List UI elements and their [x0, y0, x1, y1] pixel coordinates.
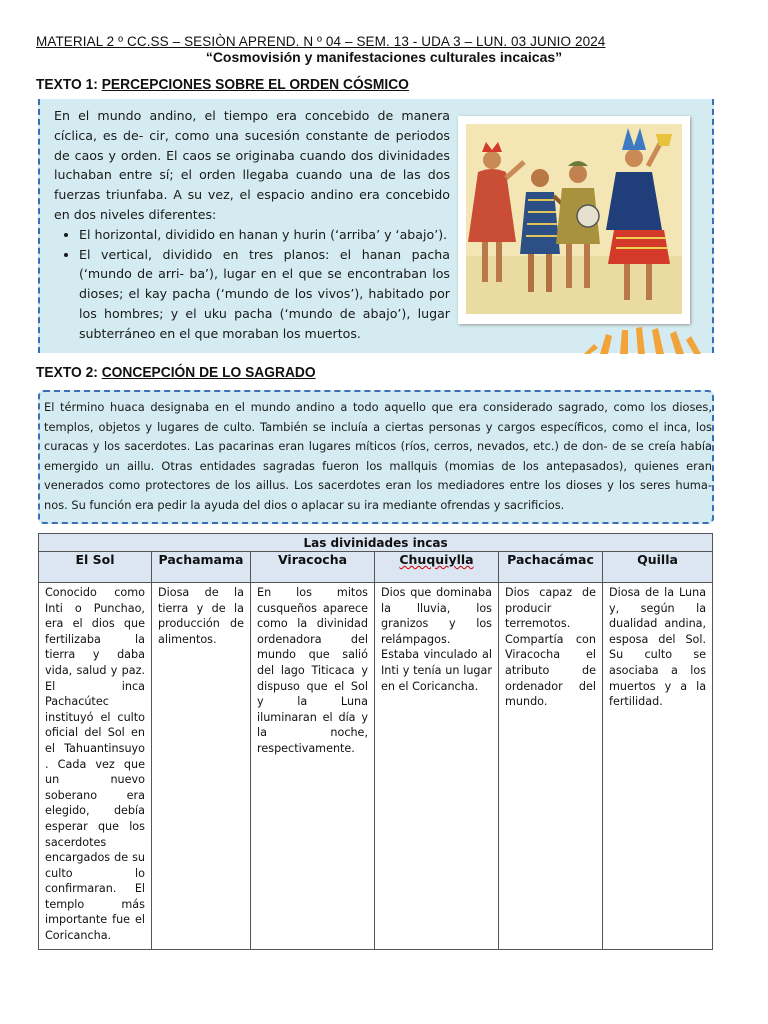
document-header: MATERIAL 2 º CC.SS – SESIÒN APREND. N º 04 – SEM. 13 - UDA 3 – LUN. 03 JUNIO 2024	[36, 34, 606, 49]
document-subtitle: “Cosmovisión y manifestaciones culturales incaicas”	[205, 49, 563, 65]
table-caption: Las divinidades incas	[39, 534, 713, 552]
texto1-bullet-list	[54, 225, 450, 344]
header-viracocha: Viracocha	[251, 552, 375, 583]
texto1-title: PERCEPCIONES SOBRE EL ORDEN CÓSMICO	[101, 76, 409, 93]
texto2-prefix: TEXTO 2:	[36, 364, 102, 381]
header-pachamama: Pachamama	[152, 552, 251, 583]
divinities-table	[38, 533, 713, 950]
inca-figures-illustration	[458, 116, 690, 324]
texto2-paragraph: El término huaca designaba en el mundo andino a todo aquello que era considerado sagrado, como los dioses, templos, objetos y lugares de culto. También se incluía a ciertas personas y cargos específicos, como el inca, los curacas y los sacerdotes. Las pacarinas eran lugares míticos (ríos, cerros, nevados, etc.) de don- de se creía había emergido un aillu. Otras entidades sagradas fueron los mallquis (momias de los antepasados), quienes eran venerados como protectores de los aillus. Los sacerdotes eran los mediadores entre los dioses y los seres huma- nos. Su función era pedir la ayuda del dios o aplacar su ira mediante ofrendas y sacrificios.	[44, 400, 712, 512]
header-chuquiylla: Chuquiylla	[375, 552, 499, 583]
cell-chuquiylla: Dios que dominaba la lluvia, los granizos y los relámpagos. Estaba vinculado al Inti y tenía un lugar en el Coricancha.	[375, 583, 499, 950]
texto2-title: CONCEPCIÓN DE LO SAGRADO	[101, 364, 316, 381]
texto1-paragraph: En el mundo andino, el tiempo era concebido de manera cíclica, es de- cir, como una sucesión constante de periodos de caos y orden. El caos se originaba cuando dos divinidades luchaban entre sí; el orden llegaba cuando una de las dos fuerzas triunfaba. A su vez, el espacio andino era concebido en dos niveles diferentes:	[54, 108, 450, 222]
texto1-heading	[36, 76, 409, 93]
texto1-bullet-horizontal: • El horizontal, dividido en hanan y hurin (‘arriba’ y ‘abajo’).	[79, 225, 450, 245]
cell-pachamama: Diosa de la tierra y de la producción de alimentos.	[152, 583, 251, 950]
texto2-heading	[36, 364, 316, 381]
cell-quilla: Diosa de la Luna y, según la dualidad andina, esposa del Sol. Su culto se asociaba a los muertos y a la fertilidad.	[603, 583, 713, 950]
sun-rays-decoration	[580, 322, 714, 354]
texto2-body	[44, 398, 712, 516]
cell-el-sol: Conocido como Inti o Punchao, era el dios que fertilizaba la tierra y daba vida, salud y paz. El inca Pachacútec instituyó el culto oficial del Sol en el Tahuantinsuyo . Cada vez que un nuevo soberano era elegido, debía esperar que los sacerdotes encargados de su culto lo confirmaran. El templo más importante fue el Coricancha.	[39, 583, 152, 950]
texto1-prefix: TEXTO 1:	[36, 76, 102, 93]
texto1-body	[54, 106, 450, 344]
header-quilla: Quilla	[603, 552, 713, 583]
cell-pachacamac: Dios capaz de producir terremotos. Compartía con Viracocha el atributo de ordenador del mundo.	[499, 583, 603, 950]
header-el-sol: El Sol	[39, 552, 152, 583]
header-pachacamac: Pachacámac	[499, 552, 603, 583]
cell-viracocha: En los mitos cusqueños aparece como la divinidad ordenadora del mundo que salió del lago Titicaca y dispuso que el Sol y la Luna iluminaran el día y la noche, respectivamente.	[251, 583, 375, 950]
texto1-bullet-vertical: • El vertical, dividido en tres planos: el hanan pacha (‘mundo de arri- ba’), lugar en el que se encontraban los dioses; el kay pacha (‘mundo de los vivos’), habitado por los hombres; y el uku pacha (‘mundo de abajo’), lugar subterráneo en el que moraban los muertos.	[79, 245, 450, 344]
